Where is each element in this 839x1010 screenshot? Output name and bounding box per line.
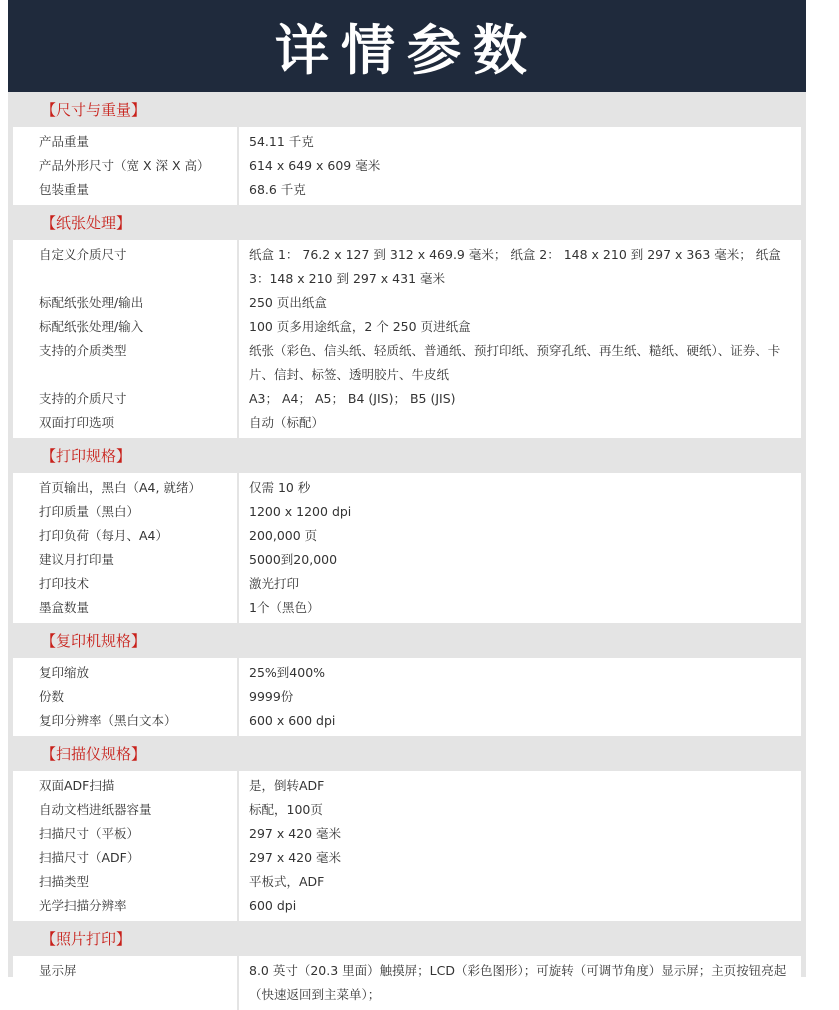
spec-label: 显示屏: [39, 963, 77, 978]
spec-label: 包装重量: [39, 182, 90, 197]
spec-value: 纸张（彩色、信头纸、轻质纸、普通纸、预打印纸、预穿孔纸、再生纸、糙纸、硬纸）、证券、卡片、信封、标签、透明胶片、牛皮纸: [249, 343, 781, 382]
spec-value: 614 x 649 x 609 毫米: [249, 158, 381, 173]
spec-section: [13, 623, 801, 736]
section-title: 【尺寸与重量】: [41, 101, 147, 119]
section-title: 【纸张处理】: [41, 214, 132, 232]
spec-label: 复印分辨率（黑白文本）: [39, 713, 177, 728]
spec-value: 标配，100页: [249, 802, 323, 817]
spec-row: [13, 894, 801, 918]
spec-row: [13, 870, 801, 894]
spec-label: 支持的介质尺寸: [39, 391, 127, 406]
spec-value: 600 dpi: [249, 898, 297, 913]
spec-row: [13, 524, 801, 548]
spec-row: [13, 822, 801, 846]
spec-section: [13, 921, 801, 1010]
spec-value: 是，倒转ADF: [249, 778, 325, 793]
spec-value: 200,000 页: [249, 528, 318, 543]
spec-row: [13, 709, 801, 733]
section-title: 【复印机规格】: [41, 632, 147, 650]
spec-label: 产品外形尺寸（宽 X 深 X 高）: [39, 158, 210, 173]
spec-row: [13, 661, 801, 685]
spec-table: [13, 240, 801, 438]
spec-row: [13, 291, 801, 315]
spec-value: 600 x 600 dpi: [249, 713, 336, 728]
section-title: 【照片打印】: [41, 930, 132, 948]
spec-value: 297 x 420 毫米: [249, 850, 342, 865]
spec-label: 首页输出，黑白（A4, 就绪）: [39, 480, 201, 495]
spec-label: 打印技术: [39, 576, 90, 591]
spec-value: 68.6 千克: [249, 182, 306, 197]
spec-label: 扫描类型: [39, 874, 90, 889]
spec-value: 54.11 千克: [249, 134, 314, 149]
spec-label: 扫描尺寸（平板）: [39, 826, 140, 841]
spec-label: 打印负荷（每月、A4）: [39, 528, 169, 543]
spec-label: 扫描尺寸（ADF）: [39, 850, 140, 865]
spec-row: [13, 476, 801, 500]
spec-section: [13, 92, 801, 205]
spec-row: [13, 243, 801, 291]
spec-label: 支持的介质类型: [39, 343, 127, 358]
spec-row: [13, 774, 801, 798]
spec-value: 1个（黑色）: [249, 600, 320, 615]
spec-value: 自动（标配）: [249, 415, 325, 430]
spec-row: [13, 572, 801, 596]
spec-label: 自定义介质尺寸: [39, 247, 127, 262]
spec-section: [13, 438, 801, 623]
title-banner: [8, 0, 806, 92]
spec-label: 双面ADF扫描: [39, 778, 115, 793]
spec-value: A3； A4； A5； B4 (JIS)； B5 (JIS): [249, 391, 456, 406]
spec-label: 墨盒数量: [39, 600, 90, 615]
spec-label: 标配纸张处理/输出: [39, 295, 144, 310]
spec-row: [13, 846, 801, 870]
spec-row: [13, 130, 801, 154]
spec-table: [13, 956, 801, 1010]
spec-row: [13, 387, 801, 411]
spec-row: [13, 315, 801, 339]
spec-label: 产品重量: [39, 134, 90, 149]
spec-label: 标配纸张处理/输入: [39, 319, 144, 334]
spec-table: [13, 127, 801, 205]
spec-value: 纸盒 1： 76.2 x 127 到 312 x 469.9 毫米； 纸盒 2： 148 x 210 到 297 x 363 毫米； 纸盒 3：148 x 210 到 297 x 431 毫米: [249, 247, 781, 286]
spec-label: 光学扫描分辨率: [39, 898, 127, 913]
section-title: 【扫描仪规格】: [41, 745, 147, 763]
spec-value: 25%到400%: [249, 665, 326, 680]
spec-table: [13, 658, 801, 736]
spec-row: [13, 548, 801, 572]
spec-label: 打印质量（黑白）: [39, 504, 140, 519]
spec-row: [13, 154, 801, 178]
spec-row: [13, 178, 801, 202]
page-title: 详情参数: [275, 18, 539, 82]
spec-label: 份数: [39, 689, 65, 704]
spec-section: [13, 205, 801, 438]
spec-row: [13, 411, 801, 435]
spec-row: [13, 596, 801, 620]
spec-table: [13, 771, 801, 921]
spec-table: [13, 473, 801, 623]
spec-label: 复印缩放: [39, 665, 90, 680]
spec-value: 仅需 10 秒: [249, 480, 311, 495]
spec-label: 建议月打印量: [39, 552, 115, 567]
spec-value: 1200 x 1200 dpi: [249, 504, 352, 519]
spec-label: 自动文档进纸器容量: [39, 802, 152, 817]
spec-row: [13, 339, 801, 387]
spec-value: 297 x 420 毫米: [249, 826, 342, 841]
spec-value: 平板式，ADF: [249, 874, 325, 889]
spec-row: [13, 798, 801, 822]
spec-label: 双面打印选项: [39, 415, 115, 430]
spec-row: [13, 500, 801, 524]
section-title: 【打印规格】: [41, 447, 132, 465]
spec-value: 9999份: [249, 689, 294, 704]
spec-value: 激光打印: [249, 576, 300, 591]
spec-section: [13, 736, 801, 921]
spec-value: 5000到20,000: [249, 552, 338, 567]
spec-row: [13, 959, 801, 1007]
spec-sheet: [8, 92, 806, 1002]
spec-value: 250 页出纸盒: [249, 295, 327, 310]
spec-row: [13, 685, 801, 709]
spec-value: 100 页多用途纸盒，2 个 250 页进纸盒: [249, 319, 471, 334]
spec-value: 8.0 英寸（20.3 里面）触摸屏；LCD（彩色图形）；可旋转（可调节角度）显示屏；主页按钮亮起（快速返回到主菜单）；: [249, 963, 787, 1002]
